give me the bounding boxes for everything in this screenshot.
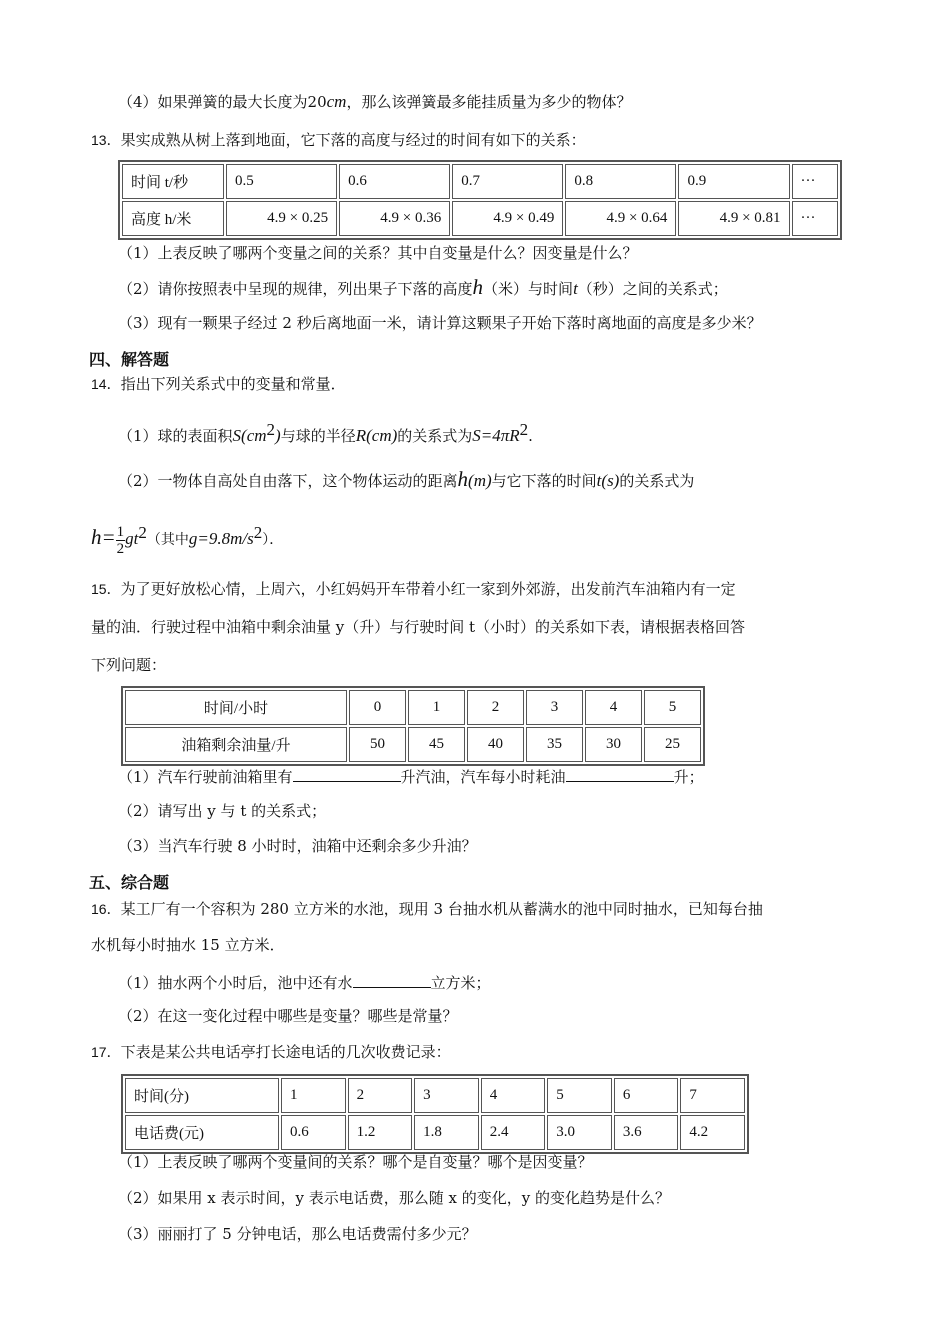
q14-stem-text: 指出下列关系式中的变量和常量． (120, 375, 346, 393)
q16-line2: 水机每小时抽水 15 立方米． (91, 936, 285, 954)
q15-line1 (91, 579, 736, 599)
formula-note-a: （其中 (146, 532, 189, 548)
q12-part4-text: （4）如果弹簧的最大长度为20 (118, 93, 327, 111)
q14-formula-fall: h= $\frac{1}{2}$ $gt^2$（其中$g=9.8m/s^2$）． (91, 523, 284, 557)
q17-stem-text: 下表是某公共电话亭打长途电话的几次收费记录： (120, 1043, 451, 1061)
table-cell: 0.6 (281, 1115, 346, 1150)
table-row (125, 727, 701, 762)
q13-part2-b: （米）与时间 (483, 280, 574, 298)
table-cell: 0.5 (226, 164, 337, 199)
table-cell: 1 (281, 1078, 346, 1113)
q13-var-h: h (472, 275, 484, 299)
q14-number: 14． (91, 376, 121, 392)
table-cell: 5 (547, 1078, 612, 1113)
q13-table (118, 160, 842, 240)
fraction-half (116, 524, 126, 557)
q15-number: 15． (91, 581, 121, 597)
table-cell: 电话费(元) (125, 1115, 279, 1150)
table-row (125, 1078, 745, 1113)
table-cell: 4 (481, 1078, 546, 1113)
table-cell: 4.2 (680, 1115, 745, 1150)
q14-var-s: S (232, 426, 242, 445)
q13-stem (91, 130, 586, 150)
table-cell: 3.6 (614, 1115, 679, 1150)
table-cell: 3.0 (547, 1115, 612, 1150)
q17-table (121, 1074, 749, 1154)
table-cell: 4.9 × 0.25 (226, 201, 337, 236)
q14-var-t: t (596, 471, 602, 490)
table-cell: 25 (644, 727, 701, 762)
q15-part2: （2）请写出 y 与 t 的关系式； (118, 802, 327, 820)
q17-stem (91, 1042, 451, 1062)
table-cell: 5 (644, 690, 701, 725)
table-cell: 4.9 × 0.64 (565, 201, 676, 236)
section-heading-5: 五、综合题 (89, 873, 170, 892)
q14-unit-cm2: (cm (241, 426, 267, 445)
q15-line2: 量的油．行驶过程中油箱中剩余油量 y（升）与行驶时间 t（小时）的关系如下表，请根据表格回答 (91, 618, 746, 636)
q14-unit-m: (m) (468, 471, 492, 490)
q17-part3: （3）丽丽打了 5 分钟电话，那么电话费需付多少元？ (118, 1225, 477, 1243)
q14-unit-s: (s) (601, 471, 620, 490)
q14-part1-b: 与球的半径 (280, 427, 356, 445)
table-cell: 0.6 (339, 164, 450, 199)
table-cell: 0 (349, 690, 406, 725)
table-cell: 6 (614, 1078, 679, 1113)
table-cell: 40 (467, 727, 524, 762)
table-cell: 2 (467, 690, 524, 725)
section-heading-4: 四、解答题 (89, 350, 170, 369)
table-cell: 4 (585, 690, 642, 725)
table-cell: 0.9 (678, 164, 789, 199)
q13-part2 (118, 277, 728, 299)
table-cell: 0.7 (452, 164, 563, 199)
q13-var-t: t (573, 279, 578, 298)
q15-part1-b: 升汽油，汽车每小时耗油 (400, 768, 566, 786)
table-cell: 30 (585, 727, 642, 762)
q15-line1-text: 为了更好放松心情，上周六，小红妈妈开车带着小红一家到外郊游，出发前汽车油箱内有一定 (120, 580, 736, 598)
formula-note-g: g=9.8m/s (188, 529, 254, 548)
q16-line1 (91, 899, 763, 919)
table-cell: 0.8 (565, 164, 676, 199)
q15-table (121, 686, 705, 766)
q14-part1: （1）球的表面积$S(cm^2)$与球的半径R(cm)的关系式为$S=4\pi R^2$. (118, 420, 533, 445)
q12-part4 (118, 92, 631, 112)
q14-var-h: h (457, 467, 469, 491)
table-cell: 2.4 (481, 1115, 546, 1150)
table-cell: 3 (414, 1078, 479, 1113)
table-cell: 时间 t/秒 (122, 164, 224, 199)
table-cell: 4.9 × 0.49 (452, 201, 563, 236)
q14-var-r: R (355, 426, 367, 445)
q15-part1-a: （1）汽车行驶前油箱里有 (118, 768, 293, 786)
table-row (122, 201, 838, 236)
table-row (122, 164, 838, 199)
q13-part1: （1）上表反映了哪两个变量之间的关系？其中自变量是什么？因变量是什么？ (118, 244, 638, 262)
table-cell: 油箱剩余油量/升 (125, 727, 347, 762)
answer-blank-initial-fuel[interactable] (293, 765, 401, 782)
q13-part2-a: （2）请你按照表中呈现的规律，列出果子下落的高度 (118, 280, 473, 298)
q17-part1: （1）上表反映了哪两个变量间的关系？哪个是自变量？哪个是因变量？ (118, 1153, 593, 1171)
q14-stem (91, 374, 346, 394)
table-cell: 4.9 × 0.81 (678, 201, 789, 236)
table-cell: 1.8 (414, 1115, 479, 1150)
q16-part2: （2）在这一变化过程中哪些是变量？哪些是常量？ (118, 1007, 458, 1025)
q17-number: 17． (91, 1044, 121, 1060)
table-cell: 50 (349, 727, 406, 762)
table-cell: 时间(分) (125, 1078, 279, 1113)
table-cell: 2 (348, 1078, 413, 1113)
table-row (125, 690, 701, 725)
q14-part1-c: 的关系式为 (397, 427, 473, 445)
q13-part3: （3）现有一颗果子经过 2 秒后离地面一米，请计算这颗果子开始下落时离地面的高度是多少米？ (118, 314, 762, 332)
table-cell: ··· (792, 201, 838, 236)
q17-part2: （2）如果用 x 表示时间，y 表示电话费，那么随 x 的变化，y 的变化趋势是什么？ (118, 1189, 671, 1207)
q14-formula-area: S=4πR (472, 426, 520, 445)
q12-part4-rest: ，那么该弹簧最多能挂质量为多少的物体？ (346, 93, 632, 111)
q14-unit-cm: (cm) (366, 426, 398, 445)
q16-number: 16． (91, 901, 121, 917)
formula-rhs: gt (125, 529, 139, 548)
q14-part2 (118, 469, 694, 491)
q15-line3: 下列问题： (91, 656, 167, 674)
q13-stem-text: 果实成熟从树上落到地面，它下落的高度与经过的时间有如下的关系： (120, 131, 586, 149)
table-cell: 4.9 × 0.36 (339, 201, 450, 236)
answer-blank-fuel-per-hour[interactable] (566, 765, 674, 782)
q16-part1 (118, 971, 491, 993)
q14-part1-a: （1）球的表面积 (118, 427, 233, 445)
q16-part1-b: 立方米； (430, 974, 491, 992)
table-row (125, 1115, 745, 1150)
table-cell: 1.2 (348, 1115, 413, 1150)
q14-part2-c: 的关系式为 (619, 472, 695, 490)
table-cell: 3 (526, 690, 583, 725)
q14-part2-a: （2）一物体自高处自由落下，这个物体运动的距离 (118, 472, 458, 490)
fraction-denominator: 2 (116, 540, 125, 557)
answer-blank-water-left[interactable] (353, 971, 431, 988)
q13-number: 13． (91, 132, 121, 148)
q16-part1-a: （1）抽水两个小时后，池中还有水 (118, 974, 353, 992)
formula-lhs: h= (91, 525, 116, 549)
q15-part3: （3）当汽车行驶 8 小时时，油箱中还剩余多少升油？ (118, 837, 477, 855)
table-cell: 45 (408, 727, 465, 762)
q12-part4-unit: cm (326, 92, 347, 111)
q15-part1 (118, 765, 704, 787)
q15-part1-c: 升； (673, 768, 704, 786)
table-cell: 时间/小时 (125, 690, 347, 725)
table-cell: ··· (792, 164, 838, 199)
table-cell: 高度 h/米 (122, 201, 224, 236)
table-cell: 7 (680, 1078, 745, 1113)
table-cell: 1 (408, 690, 465, 725)
table-cell: 35 (526, 727, 583, 762)
q13-part2-c: （秒）之间的关系式； (577, 280, 728, 298)
q16-line1-text: 某工厂有一个容积为 280 立方米的水池，现用 3 台抽水机从蓄满水的池中同时抽水，已知每台抽 (120, 900, 763, 918)
formula-note-b: ）． (262, 532, 284, 548)
q14-part2-b: 与它下落的时间 (491, 472, 597, 490)
fraction-numerator: 1 (116, 523, 125, 540)
